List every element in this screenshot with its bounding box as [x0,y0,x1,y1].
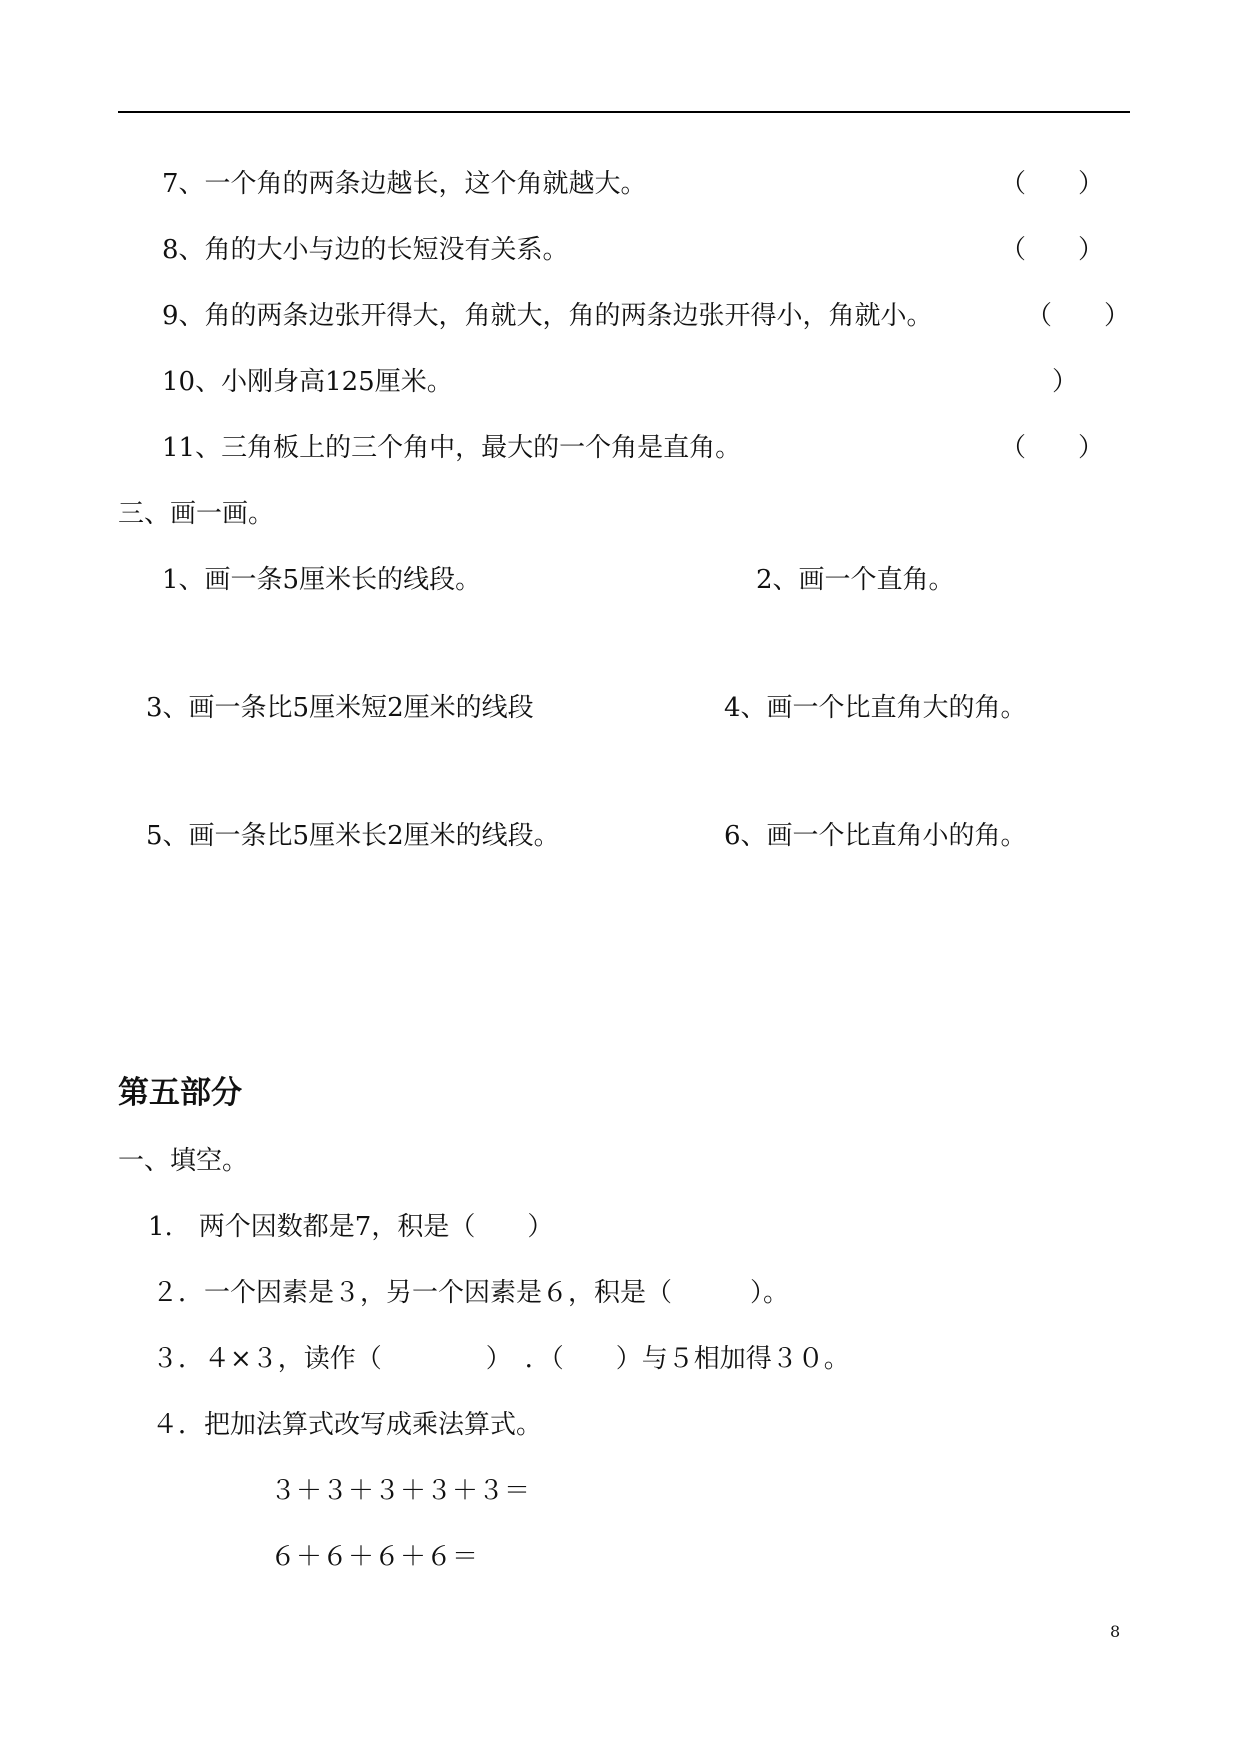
answer-bracket-8[interactable]: （ ） [1000,235,1105,265]
draw-item-1: 1、画一条5厘米长的线段。 [162,565,482,595]
judgement-item-8: 8、角的大小与边的长短没有关系。 [162,235,569,265]
page-number: 8 [1110,1622,1121,1641]
judgement-item-9: 9、角的两条边张开得大，角就大，角的两条边张开得小，角就小。 [162,301,933,331]
judgement-item-11: 11、三角板上的三个角中，最大的一个角是直角。 [162,433,742,463]
part-five-heading: 第五部分 [118,1075,242,1111]
fill-question-1: 1. 两个因数都是7，积是（ ） [148,1212,554,1242]
answer-bracket-10[interactable]: ） [1052,367,1079,397]
fill-question-2: ２．一个因素是３，另一个因素是６，积是（ ）。 [152,1278,790,1308]
judgement-item-7: 7、一个角的两条边越长，这个角就越大。 [162,169,647,199]
draw-item-6: 6、画一个比直角小的角。 [724,821,1027,851]
answer-bracket-7[interactable]: （ ） [1000,169,1105,199]
section-title-draw: 三、画一画。 [118,499,275,529]
equation-2: ６＋６＋６＋６＝ [270,1542,479,1572]
draw-item-2: 2、画一个直角。 [756,565,955,595]
answer-bracket-9[interactable]: （ ） [1026,301,1131,331]
draw-item-3: 3、画一条比5厘米短2厘米的线段 [146,693,534,723]
answer-bracket-11[interactable]: （ ） [1000,433,1105,463]
fill-question-3: ３．４×３，读作（ ） ．（ ）与５相加得３０。 [152,1344,850,1374]
draw-item-4: 4、画一个比直角大的角。 [724,693,1027,723]
header-rule [118,111,1130,113]
draw-item-5: 5、画一条比5厘米长2厘米的线段。 [146,821,560,851]
equation-1: ３＋３＋３＋３＋３＝ [270,1476,531,1506]
section-title-fill: 一、填空。 [118,1146,249,1176]
fill-question-4: ４．把加法算式改写成乘法算式。 [152,1410,543,1440]
judgement-item-10: 10、小刚身高125厘米。 [162,367,453,397]
